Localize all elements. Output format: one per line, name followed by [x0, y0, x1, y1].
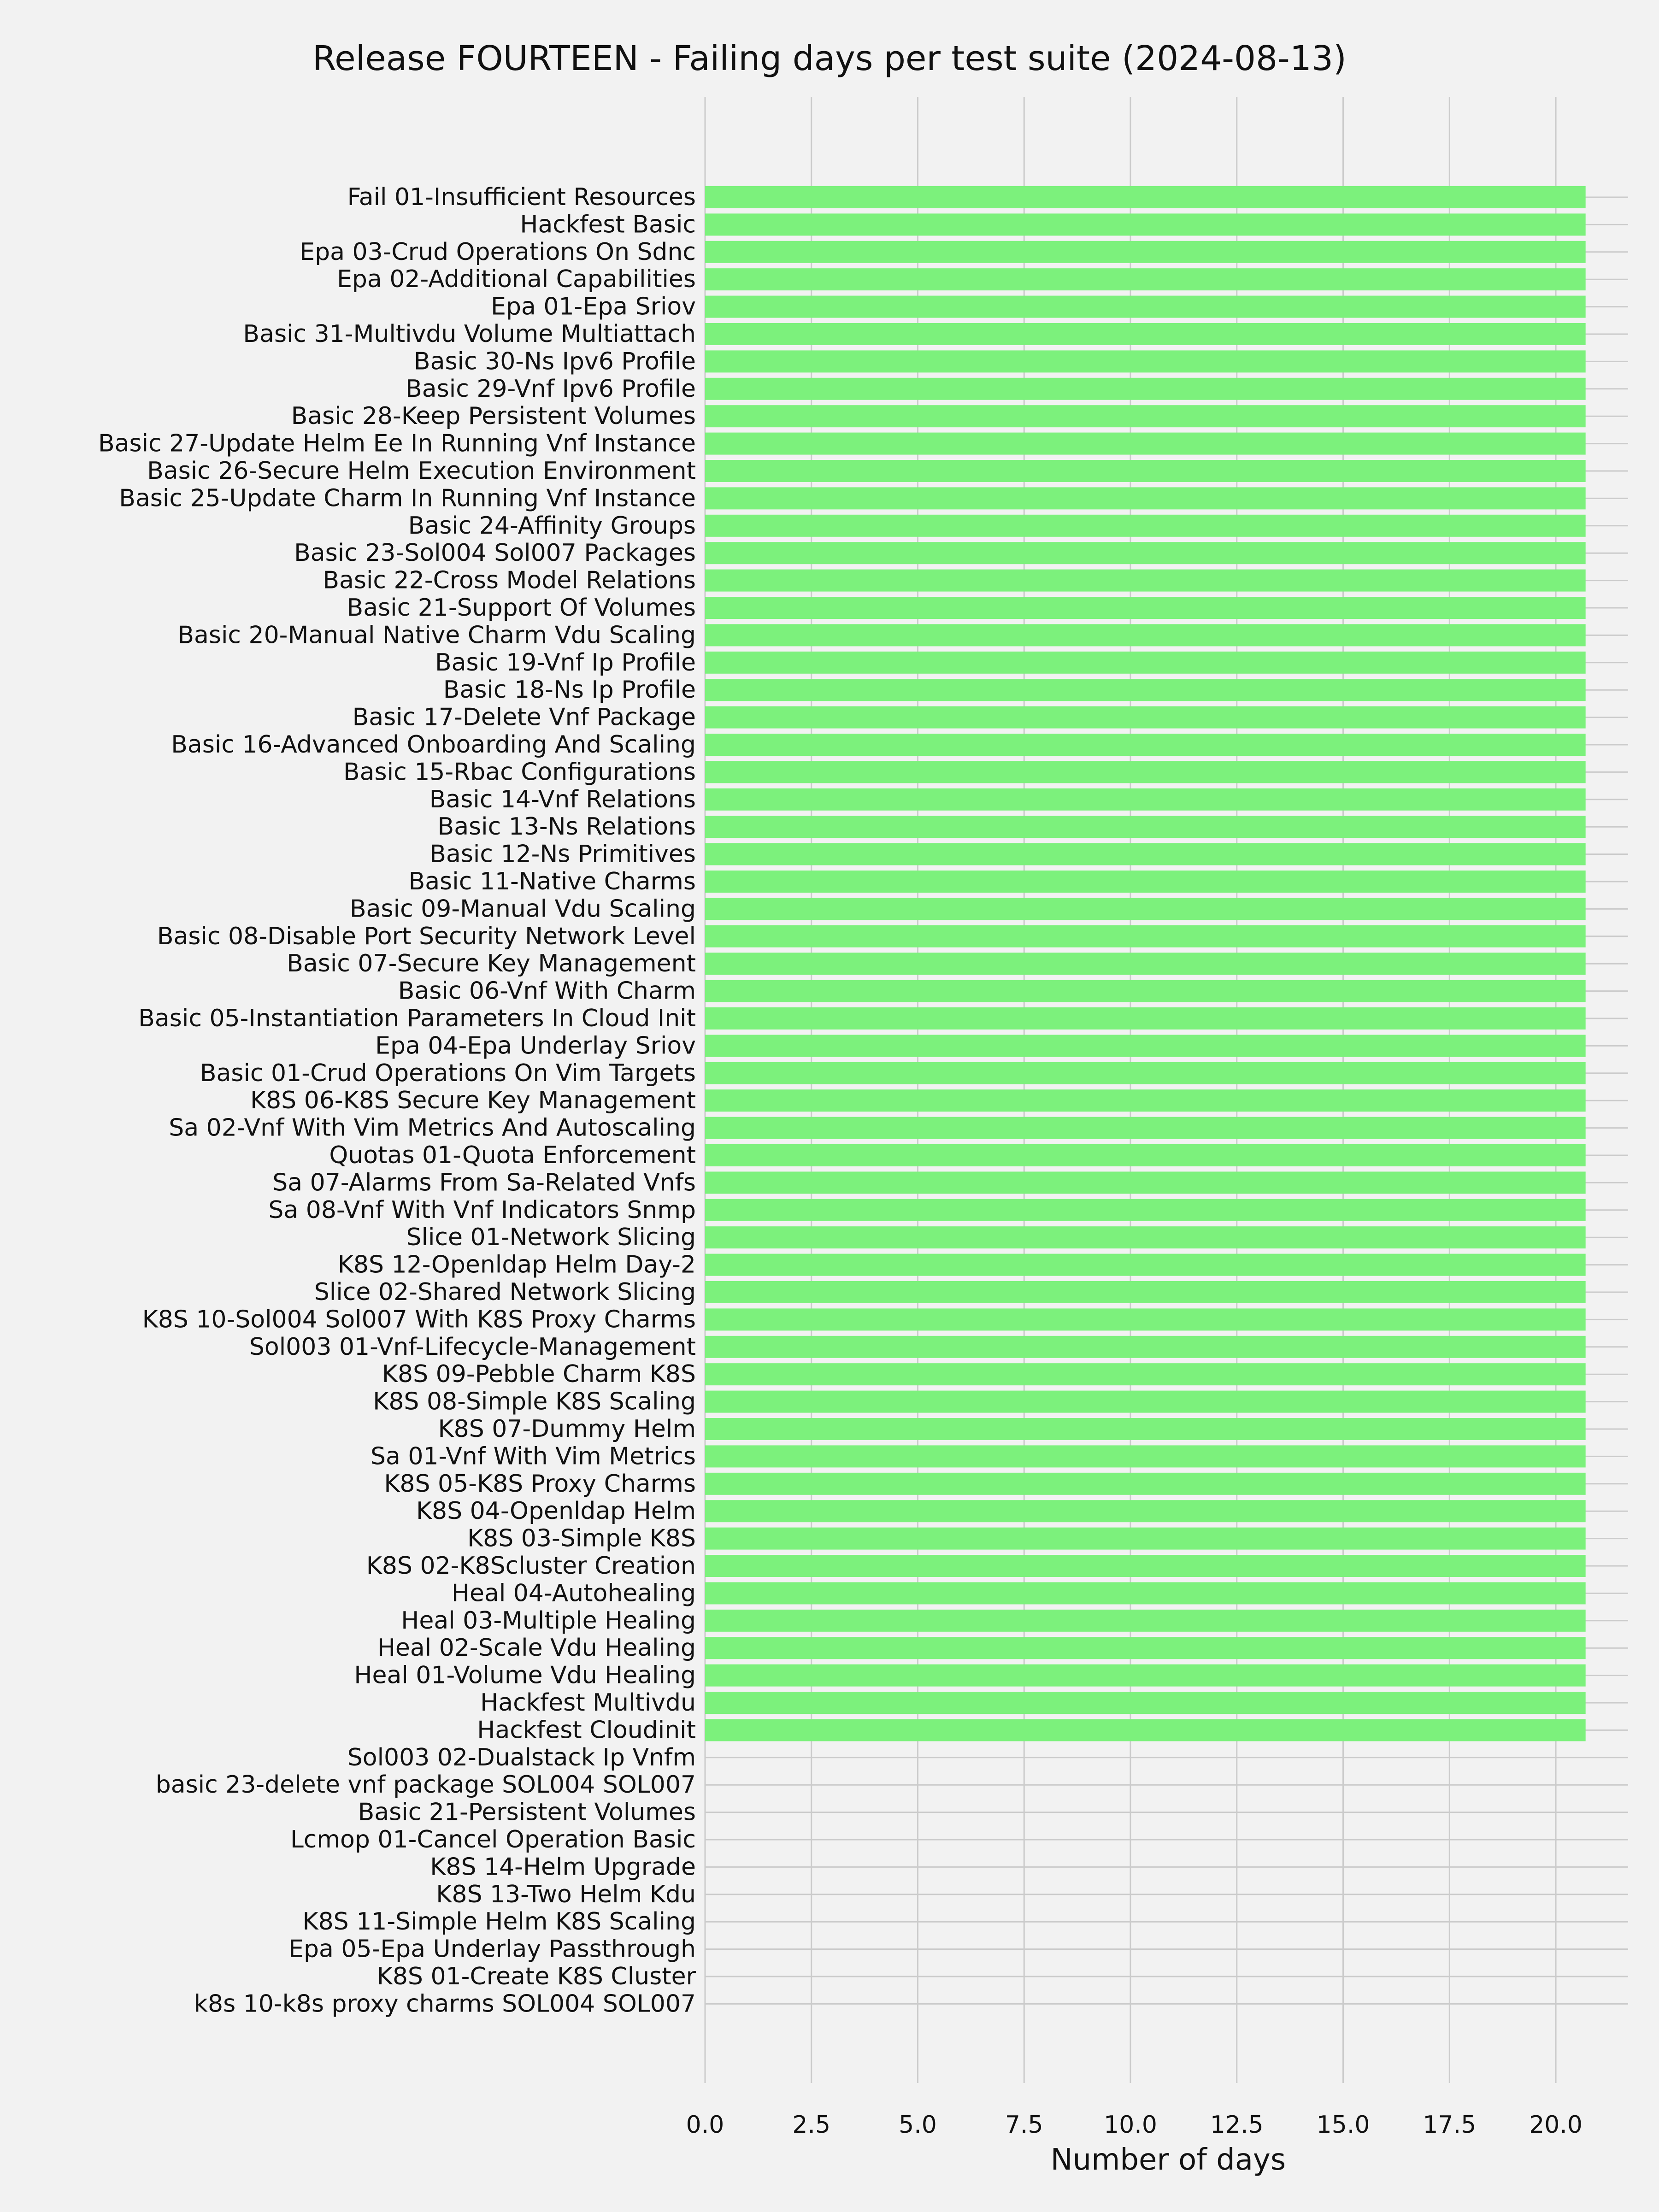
x-tick-label-6: 15.0: [1316, 2111, 1370, 2139]
x-tick-label-8: 20.0: [1529, 2111, 1583, 2139]
y-tick-label-41: K8S 10-Sol004 Sol007 With K8S Proxy Charms: [142, 1306, 696, 1334]
y-tick-label-28: Basic 07-Secure Key Management: [287, 950, 696, 978]
y-tick-label-0: Fail 01-Insufficient Resources: [347, 183, 696, 211]
bar-15: [705, 597, 1586, 619]
x-axis-label: Number of days: [1050, 2143, 1286, 2177]
y-tick-label-29: Basic 06-Vnf With Charm: [398, 977, 696, 1005]
bar-7: [705, 378, 1586, 400]
y-tick-label-3: Epa 02-Additional Capabilities: [337, 265, 696, 294]
bar-19: [705, 706, 1586, 729]
y-tick-label-15: Basic 21-Support Of Volumes: [347, 594, 696, 622]
y-tick-label-22: Basic 14-Vnf Relations: [429, 785, 696, 813]
x-tick-label-4: 10.0: [1104, 2111, 1157, 2139]
y-tick-label-1: Hackfest Basic: [520, 211, 696, 239]
bar-47: [705, 1473, 1586, 1495]
bar-9: [705, 433, 1586, 455]
y-tick-label-14: Basic 22-Cross Model Relations: [323, 566, 696, 594]
bar-18: [705, 679, 1586, 701]
x-tick-label-2: 5.0: [899, 2111, 937, 2139]
y-tick-label-56: Hackfest Cloudinit: [477, 1716, 696, 1744]
bar-31: [705, 1035, 1586, 1057]
y-tick-label-18: Basic 18-Ns Ip Profile: [443, 676, 696, 704]
bar-36: [705, 1171, 1586, 1194]
bar-11: [705, 487, 1586, 509]
y-tick-label-40: Slice 02-Shared Network Slicing: [314, 1278, 696, 1306]
bar-39: [705, 1254, 1586, 1276]
chart-title: Release FOURTEEN - Failing days per test suite (2024-08-13): [312, 39, 1347, 78]
y-tick-label-27: Basic 08-Disable Port Security Network Level: [157, 922, 696, 950]
y-tick-label-53: Heal 02-Scale Vdu Healing: [377, 1634, 696, 1662]
y-tick-label-20: Basic 16-Advanced Onboarding And Scaling: [171, 731, 696, 759]
bar-26: [705, 898, 1586, 920]
y-tick-label-65: K8S 01-Create K8S Cluster: [377, 1963, 696, 1990]
y-tick-label-16: Basic 20-Manual Native Charm Vdu Scaling: [177, 621, 696, 649]
bar-2: [705, 241, 1586, 263]
y-tick-label-19: Basic 17-Delete Vnf Package: [352, 703, 696, 731]
y-tick-label-9: Basic 27-Update Helm Ee In Running Vnf Instance: [98, 429, 696, 458]
x-tick-label-3: 7.5: [1005, 2111, 1043, 2139]
y-tick-label-44: K8S 08-Simple K8S Scaling: [373, 1388, 696, 1416]
y-tick-label-37: Sa 08-Vnf With Vnf Indicators Snmp: [268, 1196, 696, 1224]
y-tick-label-8: Basic 28-Keep Persistent Volumes: [291, 402, 696, 430]
bar-16: [705, 624, 1586, 646]
bar-21: [705, 761, 1586, 783]
bar-53: [705, 1637, 1586, 1659]
y-tick-label-42: Sol003 01-Vnf-Lifecycle-Management: [249, 1333, 696, 1361]
bar-56: [705, 1719, 1586, 1741]
y-tick-label-50: K8S 02-K8Scluster Creation: [366, 1552, 696, 1580]
y-tick-label-12: Basic 24-Affinity Groups: [408, 512, 696, 540]
bar-24: [705, 843, 1586, 865]
bar-42: [705, 1336, 1586, 1358]
y-tick-label-47: K8S 05-K8S Proxy Charms: [384, 1470, 696, 1498]
bar-30: [705, 1007, 1586, 1030]
bar-6: [705, 350, 1586, 372]
bar-1: [705, 213, 1586, 235]
y-tick-label-4: Epa 01-Epa Sriov: [491, 293, 696, 321]
y-tick-label-34: Sa 02-Vnf With Vim Metrics And Autoscaling: [169, 1114, 696, 1142]
bar-46: [705, 1445, 1586, 1467]
y-tick-label-48: K8S 04-Openldap Helm: [416, 1497, 696, 1525]
bar-0: [705, 186, 1586, 208]
bar-50: [705, 1555, 1586, 1577]
bars: [705, 186, 1586, 1741]
x-tick-label-5: 12.5: [1210, 2111, 1264, 2139]
y-tick-label-2: Epa 03-Crud Operations On Sdnc: [300, 238, 696, 266]
bar-38: [705, 1226, 1586, 1248]
y-tick-label-57: Sol003 02-Dualstack Ip Vnfm: [347, 1743, 696, 1771]
bar-28: [705, 953, 1586, 975]
y-tick-label-21: Basic 15-Rbac Configurations: [343, 758, 696, 786]
bar-37: [705, 1199, 1586, 1221]
y-tick-label-17: Basic 19-Vnf Ip Profile: [435, 648, 696, 677]
y-tick-label-31: Epa 04-Epa Underlay Sriov: [375, 1032, 696, 1060]
y-tick-label-54: Heal 01-Volume Vdu Healing: [354, 1661, 696, 1689]
y-tick-label-45: K8S 07-Dummy Helm: [438, 1415, 696, 1443]
y-tick-label-64: Epa 05-Epa Underlay Passthrough: [288, 1935, 696, 1963]
bar-12: [705, 515, 1586, 537]
y-tick-label-32: Basic 01-Crud Operations On Vim Targets: [200, 1059, 696, 1087]
y-tick-label-61: K8S 14-Helm Upgrade: [430, 1853, 696, 1881]
y-tick-label-59: Basic 21-Persistent Volumes: [358, 1798, 696, 1826]
bar-14: [705, 570, 1586, 592]
bar-40: [705, 1281, 1586, 1303]
y-tick-label-51: Heal 04-Autohealing: [451, 1579, 696, 1607]
bar-32: [705, 1062, 1586, 1084]
y-tick-label-36: Sa 07-Alarms From Sa-Related Vnfs: [272, 1169, 696, 1197]
y-tick-label-39: K8S 12-Openldap Helm Day-2: [337, 1251, 696, 1279]
y-tick-label-25: Basic 11-Native Charms: [408, 868, 696, 895]
bar-35: [705, 1144, 1586, 1166]
bar-43: [705, 1363, 1586, 1385]
y-tick-label-10: Basic 26-Secure Helm Execution Environment: [147, 457, 696, 485]
x-tick-label-7: 17.5: [1423, 2111, 1477, 2139]
y-tick-label-43: K8S 09-Pebble Charm K8S: [382, 1360, 696, 1388]
y-tick-label-66: k8s 10-k8s proxy charms SOL004 SOL007: [194, 1990, 696, 2018]
y-tick-label-24: Basic 12-Ns Primitives: [429, 840, 696, 868]
bar-33: [705, 1089, 1586, 1112]
bar-48: [705, 1500, 1586, 1522]
y-tick-label-63: K8S 11-Simple Helm K8S Scaling: [302, 1908, 696, 1936]
y-tick-label-23: Basic 13-Ns Relations: [437, 813, 696, 841]
x-tick-label-1: 2.5: [792, 2111, 831, 2139]
y-tick-label-13: Basic 23-Sol004 Sol007 Packages: [294, 539, 696, 567]
bar-45: [705, 1418, 1586, 1440]
y-tick-label-26: Basic 09-Manual Vdu Scaling: [349, 895, 696, 923]
y-tick-label-60: Lcmop 01-Cancel Operation Basic: [290, 1826, 696, 1853]
y-tick-label-55: Hackfest Multivdu: [480, 1689, 696, 1717]
bar-55: [705, 1692, 1586, 1714]
bar-52: [705, 1610, 1586, 1632]
y-tick-label-35: Quotas 01-Quota Enforcement: [329, 1141, 696, 1169]
bar-10: [705, 460, 1586, 482]
y-tick-label-46: Sa 01-Vnf With Vim Metrics: [370, 1442, 696, 1471]
bar-34: [705, 1117, 1586, 1139]
bar-8: [705, 405, 1586, 427]
y-tick-label-7: Basic 29-Vnf Ipv6 Profile: [406, 375, 696, 403]
bar-49: [705, 1528, 1586, 1550]
bar-51: [705, 1582, 1586, 1604]
x-tick-label-0: 0.0: [686, 2111, 724, 2139]
bar-44: [705, 1391, 1586, 1413]
bar-5: [705, 323, 1586, 345]
y-tick-label-11: Basic 25-Update Charm In Running Vnf Instance: [119, 484, 696, 512]
bar-13: [705, 542, 1586, 564]
y-tick-label-49: K8S 03-Simple K8S: [467, 1524, 696, 1553]
x-tick-labels: [686, 2111, 1583, 2139]
y-tick-label-30: Basic 05-Instantiation Parameters In Cloud Init: [138, 1005, 696, 1032]
y-tick-label-38: Slice 01-Network Slicing: [406, 1224, 696, 1252]
bar-27: [705, 925, 1586, 947]
bar-25: [705, 871, 1586, 893]
bar-4: [705, 296, 1586, 318]
bar-23: [705, 816, 1586, 838]
y-tick-label-58: basic 23-delete vnf package SOL004 SOL007: [155, 1771, 696, 1799]
bar-54: [705, 1665, 1586, 1687]
bar-29: [705, 980, 1586, 1002]
bar-41: [705, 1308, 1586, 1330]
y-tick-label-62: K8S 13-Two Helm Kdu: [436, 1880, 696, 1908]
y-tick-label-6: Basic 30-Ns Ipv6 Profile: [413, 347, 696, 376]
bar-22: [705, 788, 1586, 811]
y-tick-label-52: Heal 03-Multiple Healing: [401, 1606, 696, 1635]
y-tick-label-33: K8S 06-K8S Secure Key Management: [250, 1087, 696, 1115]
y-tick-label-5: Basic 31-Multivdu Volume Multiattach: [243, 320, 696, 348]
bar-20: [705, 734, 1586, 756]
bar-17: [705, 652, 1586, 674]
bar-3: [705, 268, 1586, 290]
